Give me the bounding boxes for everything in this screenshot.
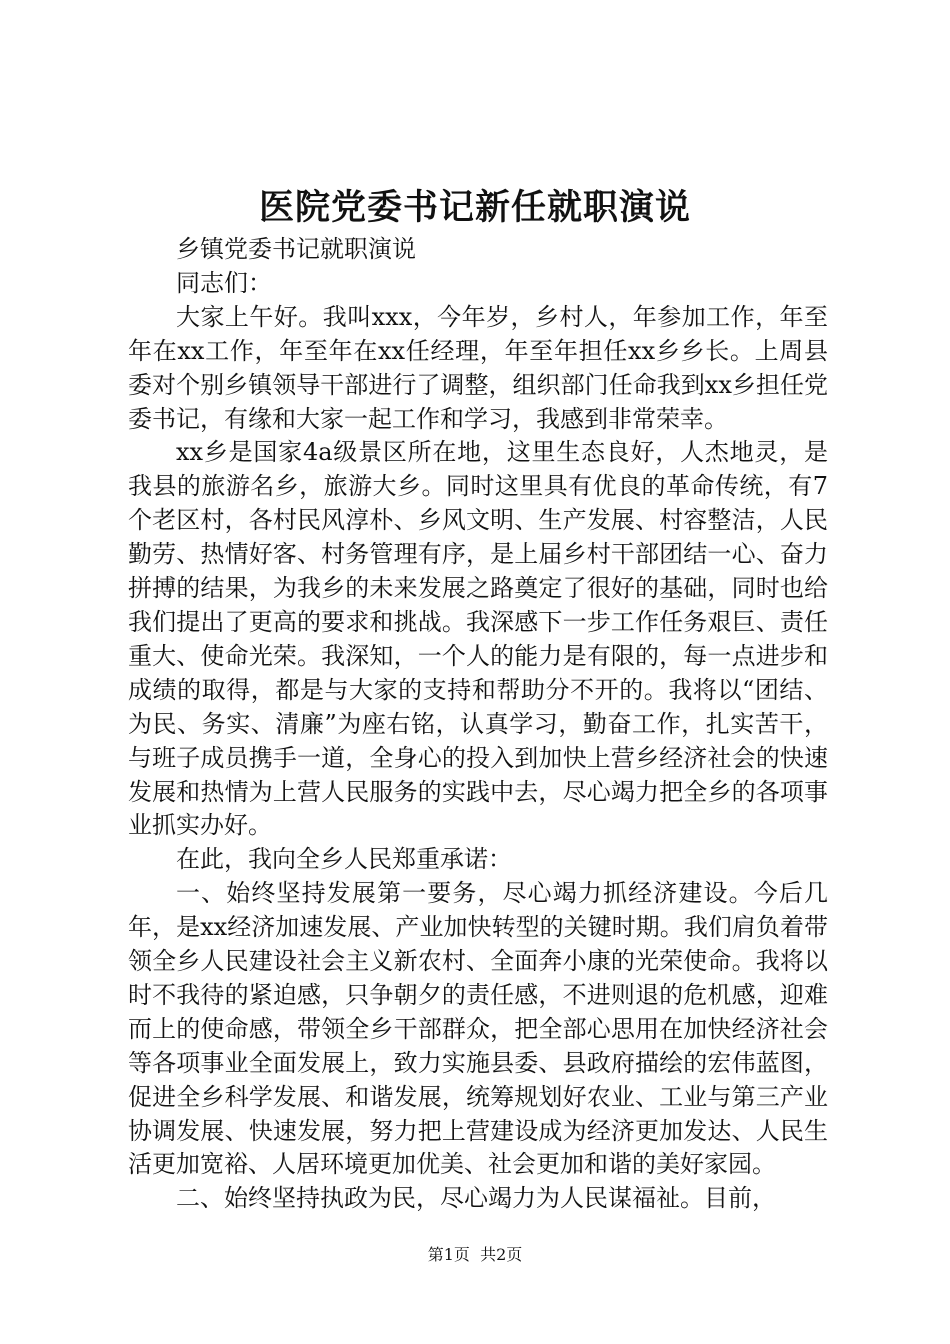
document-title: 医院党委书记新任就职演说 [258, 187, 691, 228]
paragraph-subtitle: 乡镇党委书记就职演说 [176, 235, 416, 263]
paragraph-pledge-intro: 在此，我向全乡人民郑重承诺： [176, 845, 512, 874]
page-total: 共2页 [480, 1245, 523, 1264]
page-number: 第1页 [427, 1245, 470, 1264]
paragraph-township-overview: xx乡是国家4a级景区所在地，这里生态良好，人杰地灵，是我县的旅游名乡，旅游大乡。同时这里具有优良的革命传统，有7个老区村，各村民风淳朴、乡风文明、生产发展、村容整洁，人民勤劳、热情好客、村务管理有序，是上届乡村干部团结一心、奋力拼搏的结果，为我乡的未来发展之路奠定了很好的基础，同时也给我们提出了更高的要求和挑战。我深感下一步工作任务艰巨、责任重大、使命光荣。我深知，一个人的能力是有限的，每一点进步和成绩的取得，都是与大家的支持和帮助分不开的。我将以“团结、为民、务实、清廉”为座右铭，认真学习，勤奋工作，扎实苦干，与班子成员携手一道，全身心的投入到加快上营乡经济社会的快速发展和热情为上营人民服务的实践中去，尽心竭力把全乡的各项事业抓实办好。 [128, 438, 828, 840]
paragraph-pledge-two: 二、始终坚持执政为民，尽心竭力为人民谋福祉。目前， [176, 1184, 776, 1213]
paragraph-pledge-one: 一、始终坚持发展第一要务，尽心竭力抓经济建设。今后几年，是xx经济加速发展、产业加快转型的关键时期。我们肩负着带领全乡人民建设社会主义新农村、全面奔小康的光荣使命。我将以时不我待的紧迫感，只争朝夕的责任感，不进则退的危机感，迎难而上的使命感，带领全乡干部群众，把全部心思用在加快经济社会等各项事业全面发展上，致力实施县委、县政府描绘的宏伟蓝图，促进全乡科学发展、和谐发展，统筹规划好农业、工业与第三产业协调发展、快速发展，努力把上营建设成为经济更加发达、人民生活更加宽裕、人居环境更加优美、社会更加和谐的美好家园。 [128, 879, 828, 1179]
paragraph-introduction: 大家上午好。我叫xxx，今年岁，乡村人，年参加工作，年至年在xx工作，年至年在xx任经理，年至年担任xx乡乡长。上周县委对个别乡镇领导干部进行了调整，组织部门任命我到xx乡担任党委书记，有缘和大家一起工作和学习，我感到非常荣幸。 [128, 302, 828, 433]
document-body [128, 233, 828, 1216]
paragraph-salutation: 同志们： [176, 268, 272, 297]
page-footer [0, 1244, 950, 1266]
